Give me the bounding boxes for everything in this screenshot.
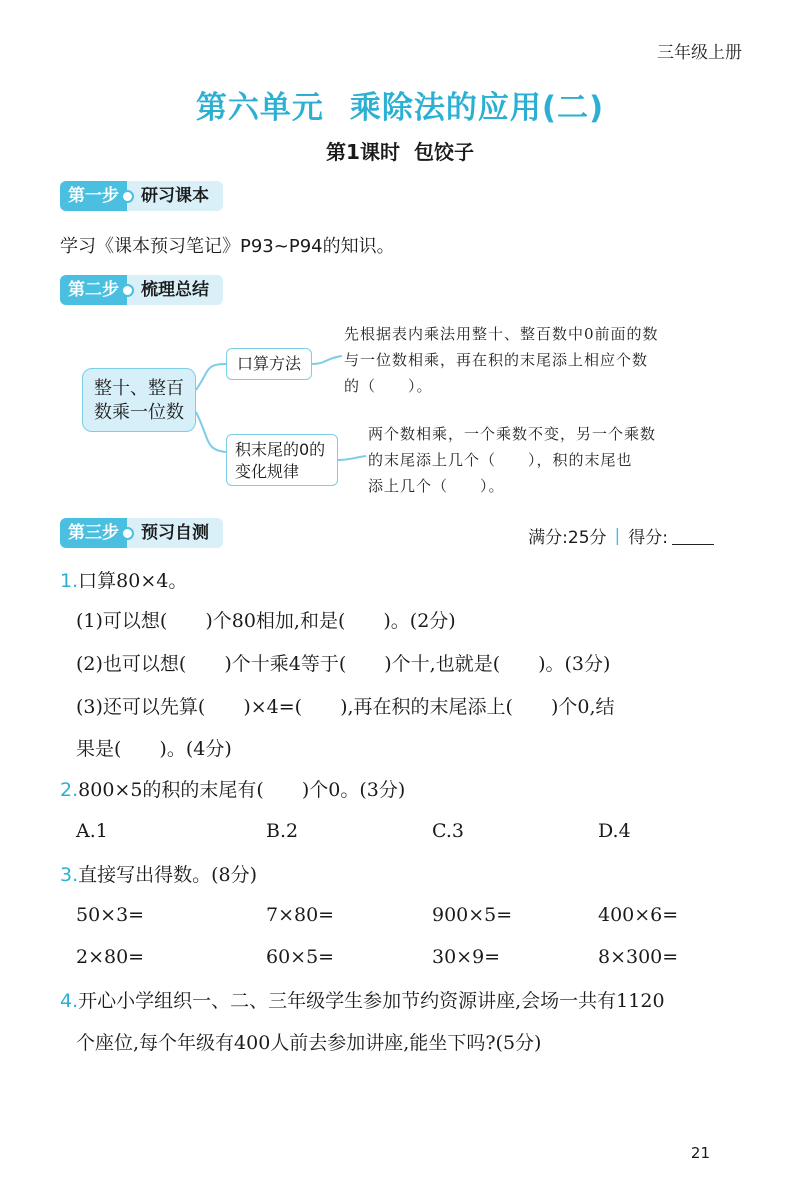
q1-sub2: (2)也可以想( )个十乘4等于( )个十,也就是( )。(3分) — [76, 653, 611, 675]
option-b[interactable]: B.2 — [266, 820, 299, 842]
step3-tag: 第三步 — [60, 518, 127, 548]
score-separator: | — [614, 525, 621, 546]
calc-item: 50×3= — [76, 904, 145, 926]
option-c[interactable]: C.3 — [432, 820, 464, 842]
mindmap-branch-zero-rule: 积末尾的0的 变化规律 — [226, 434, 338, 486]
step1-name: 研习课本 — [127, 181, 223, 211]
score-box — [528, 523, 714, 548]
unit-number: 第六单元 — [195, 90, 324, 126]
calc-item: 8×300= — [598, 946, 679, 968]
grade-label: 三年级上册 — [657, 43, 742, 63]
q1-sub3-cont: 果是( )。(4分) — [76, 738, 232, 760]
page-number: 21 — [690, 1144, 710, 1162]
step3-name: 预习自测 — [127, 518, 223, 548]
calc-item: 400×6= — [598, 904, 679, 926]
lesson-name: 包饺子 — [413, 140, 474, 164]
q1-stem: 1.口算80×4。 — [60, 570, 188, 592]
unit-name: 乘除法的应用(二) — [349, 90, 605, 126]
mindmap-branch-mental-calc: 口算方法 — [226, 348, 312, 380]
q3-row1 — [76, 904, 716, 926]
lesson-number: 第1课时 — [326, 140, 400, 164]
q4-stem-line1: 4.开心小学组织一、二、三年级学生参加节约资源讲座,会场一共有1120 — [60, 990, 665, 1012]
score-label: 得分: — [628, 528, 668, 548]
mindmap-center: 整十、整百 数乘一位数 — [82, 368, 196, 432]
step2-tag: 第二步 — [60, 275, 127, 305]
q1-sub1: (1)可以想( )个80相加,和是( )。(2分) — [76, 610, 456, 632]
q2-options — [76, 820, 716, 842]
calc-item: 30×9= — [432, 946, 501, 968]
step-dot-icon — [121, 527, 134, 540]
step2-name: 梳理总结 — [127, 275, 223, 305]
score-blank[interactable] — [672, 526, 714, 545]
mindmap-note-2: 两个数相乘，一个乘数不变，另一个乘数 的末尾添上几个（ ），积的末尾也 添上几个（ ）。 — [368, 425, 657, 495]
q4-stem-line2: 个座位,每个年级有400人前去参加讲座,能坐下吗?(5分) — [76, 1032, 542, 1054]
calc-item: 60×5= — [266, 946, 335, 968]
q1-sub3: (3)还可以先算( )×4=( ),再在积的末尾添上( )个0,结 — [76, 696, 615, 718]
q3-stem: 3.直接写出得数。(8分) — [60, 864, 258, 886]
calc-item: 900×5= — [432, 904, 513, 926]
q2-stem: 2.800×5的积的末尾有( )个0。(3分) — [60, 779, 406, 801]
option-a[interactable]: A.1 — [76, 820, 108, 842]
study-instruction: 学习《课本预习笔记》P93~P94的知识。 — [60, 236, 395, 257]
mindmap-note-1: 先根据表内乘法用整十、整百数中0前面的数 与一位数相乘，再在积的末尾添上相应个数 的（ ）。 — [344, 325, 659, 395]
step1-tag: 第一步 — [60, 181, 127, 211]
step3-header — [60, 518, 223, 548]
calc-item: 2×80= — [76, 946, 145, 968]
q3-row2 — [76, 946, 716, 968]
calc-item: 7×80= — [266, 904, 335, 926]
option-d[interactable]: D.4 — [598, 820, 631, 842]
full-score: 满分:25分 — [528, 528, 607, 548]
